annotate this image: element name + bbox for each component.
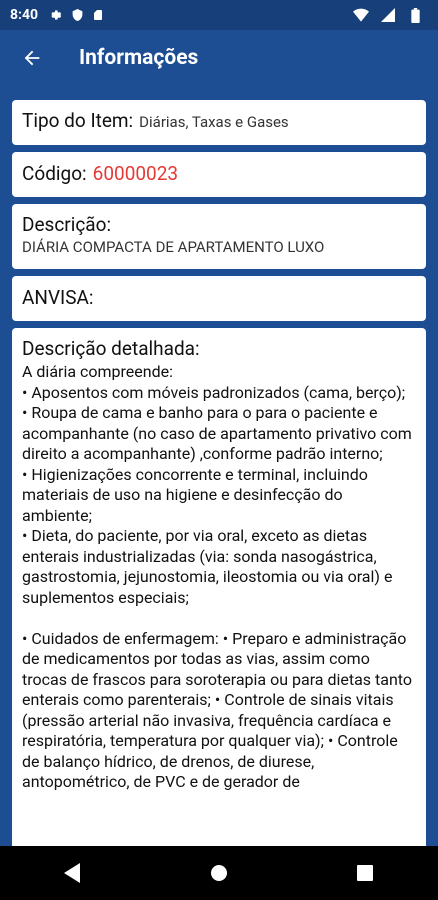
- signal-icon: [380, 7, 396, 23]
- anvisa-card: [12, 276, 426, 321]
- system-nav-bar: [0, 846, 438, 900]
- description-value: DIÁRIA COMPACTA DE APARTAMENTO LUXO: [22, 238, 325, 256]
- description-card: [12, 204, 426, 269]
- status-bar: [0, 0, 438, 30]
- shield-icon: [69, 7, 85, 23]
- nav-recents-icon[interactable]: [345, 853, 385, 893]
- detailed-description-card: [12, 328, 426, 846]
- item-type-value: Diárias, Taxas e Gases: [139, 113, 289, 131]
- detailed-description-text: A diária compreende: • Aposentos com móveis padronizados (cama, berço); • Roupa de cama e banho para o para o paciente e acompanhante (no caso de apartamento privativo com direito a acompanhante) ,conforme padrão interno; • Higienizações concorrente e terminal, incluindo materiais de uso na higiene e desinfecção do ambiente; • Dieta, do paciente, por via oral, exceto as dietas enterais industrializadas (via: sonda nasogástrica, gastrostomia, jejunostomia, ileostomia ou via oral) e suplementos especiais; • Cuidados de enfermagem: • Preparo e administração de medicamentos por todas as vias, assim como trocas de frascos para soroterapia ou para dietas tanto enterais como parenterais; • Controle de sinais vitais (pressão arterial não invasiva, frequência cardíaca e respiratória, temperatura por qualquer via); • Controle de balanço hídrico, de drenos, de diurese, antopométrico, de PVC e de gerador de: [22, 362, 413, 791]
- content-area: [12, 100, 426, 846]
- anvisa-label: ANVISA:: [22, 286, 94, 309]
- nav-back-icon[interactable]: [53, 853, 93, 893]
- back-arrow-icon[interactable]: [18, 44, 46, 72]
- page-title: Informações: [79, 46, 199, 70]
- battery-icon: [407, 7, 423, 23]
- status-time: 8:40: [10, 7, 39, 23]
- wifi-icon: [353, 7, 369, 23]
- detailed-description-label: Descrição detalhada:: [22, 337, 200, 360]
- gear-icon: [48, 7, 64, 23]
- code-card: [12, 152, 426, 197]
- sd-card-icon: [90, 7, 106, 23]
- app-bar: [0, 30, 438, 86]
- item-type-card: [12, 100, 426, 145]
- nav-home-icon[interactable]: [199, 853, 239, 893]
- code-label: Código:: [22, 162, 87, 185]
- code-value: 60000023: [92, 162, 179, 185]
- description-label: Descrição:: [22, 213, 112, 236]
- item-type-label: Tipo do Item:: [22, 109, 134, 132]
